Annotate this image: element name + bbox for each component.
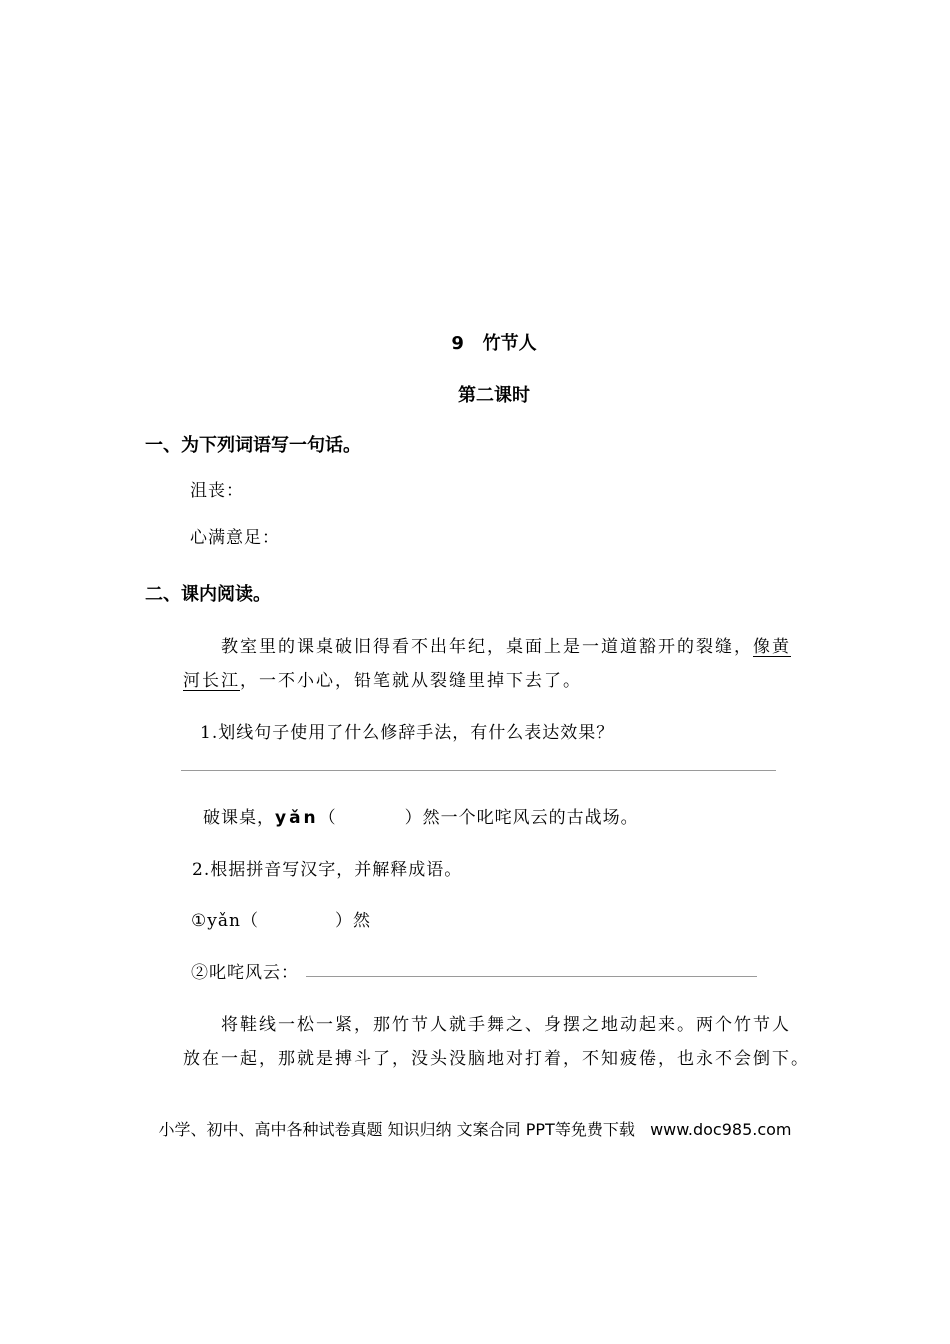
passage1-line1 bbox=[221, 632, 791, 657]
passage1-line2 bbox=[183, 666, 582, 691]
sentence-pinyin: yǎn bbox=[275, 808, 319, 828]
footer-url[interactable]: www.doc985.com bbox=[650, 1120, 792, 1139]
passage2-line2: 放在一起，那就是搏斗了，没头没脑地对打着，不知疲倦，也永不会倒下。 bbox=[183, 1049, 810, 1069]
pinyin-sentence bbox=[203, 803, 639, 828]
question2-sub1 bbox=[191, 906, 371, 931]
sub1-open-paren: （ bbox=[240, 911, 259, 931]
sentence-after: 然一个叱咤风云的古战场。 bbox=[422, 808, 639, 828]
question2-sub2: ②叱咤风云： bbox=[191, 963, 299, 983]
lesson-subtitle: 第二课时 bbox=[458, 385, 530, 406]
passage1-underlined-end: 河长江 bbox=[183, 671, 240, 691]
sub1-marker: ① bbox=[191, 911, 208, 931]
section1-item-1: 沮丧： bbox=[190, 481, 244, 501]
footer-text: 小学、初中、高中各种试卷真题 知识归纳 文案合同 PPT等免费下载 bbox=[158, 1120, 635, 1139]
section1-item-2: 心满意足： bbox=[190, 528, 280, 548]
section2-heading: 二、课内阅读。 bbox=[145, 584, 271, 605]
lesson-title-text: 竹节人 bbox=[482, 333, 537, 354]
passage1-part2: ，一不小心，铅笔就从裂缝里掉下去了。 bbox=[240, 671, 582, 691]
sub1-pinyin: yǎn bbox=[207, 911, 241, 931]
sentence-open-paren: （ bbox=[318, 808, 337, 828]
passage2-line1: 将鞋线一松一紧，那竹节人就手舞之、身摆之地动起来。两个竹节人 bbox=[221, 1015, 791, 1035]
passage1-part1: 教室里的课桌破旧得看不出年纪，桌面上是一道道豁开的裂缝， bbox=[221, 637, 753, 657]
lesson-title bbox=[0, 329, 950, 355]
question1: 1.划线句子使用了什么修辞手法，有什么表达效果？ bbox=[200, 723, 615, 743]
footer bbox=[0, 1117, 950, 1140]
answer-line-1[interactable] bbox=[181, 770, 776, 771]
sentence-close-paren: ） bbox=[404, 808, 423, 828]
sub1-close-paren: ） bbox=[334, 911, 353, 931]
lesson-number: 9 bbox=[451, 333, 464, 354]
question2: 2.根据拼音写汉字，并解释成语。 bbox=[192, 860, 463, 880]
passage1-underlined-start: 像黄 bbox=[753, 637, 791, 657]
sub1-after: 然 bbox=[352, 911, 371, 931]
sentence-before: 破课桌， bbox=[203, 808, 275, 828]
section1-heading: 一、为下列词语写一句话。 bbox=[145, 435, 361, 456]
answer-line-2[interactable] bbox=[306, 976, 757, 977]
